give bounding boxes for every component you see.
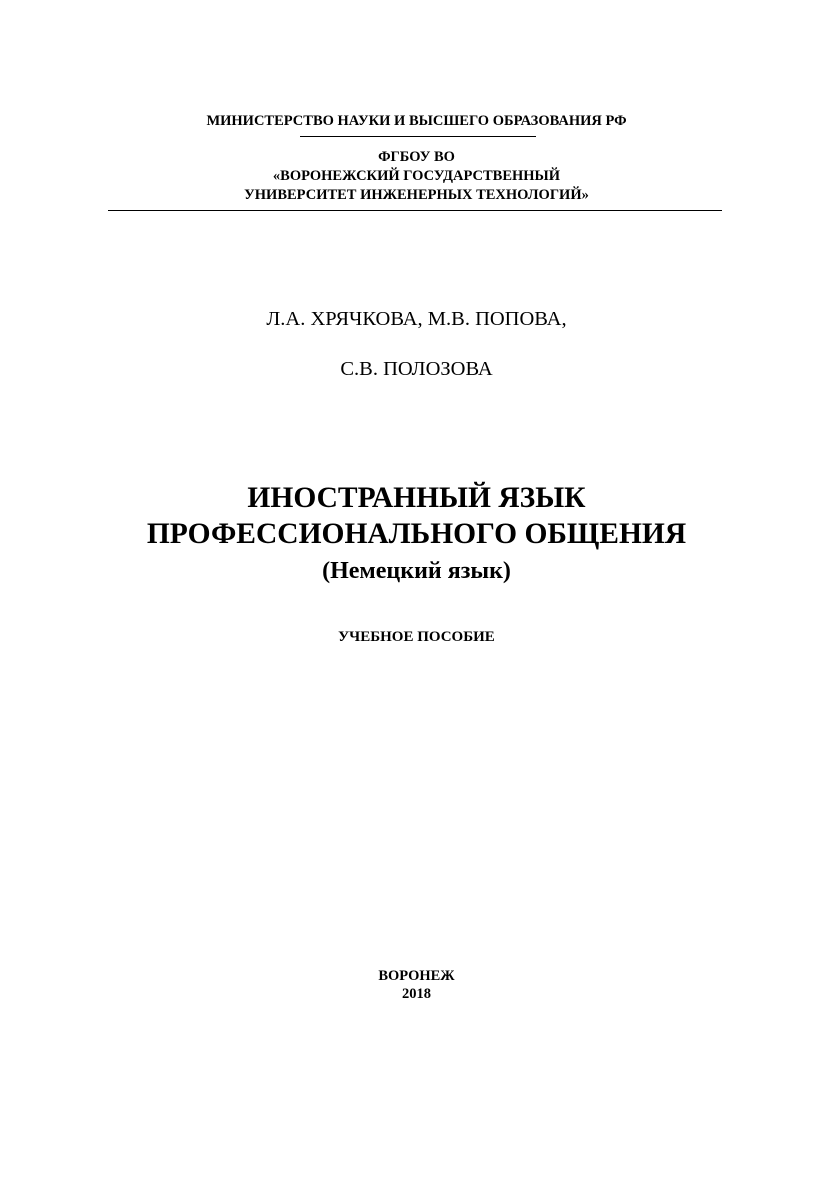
institution-line-1: ФГБОУ ВО — [378, 149, 455, 165]
ministry-name: МИНИСТЕРСТВО НАУКИ И ВЫСШЕГО ОБРАЗОВАНИЯ РФ — [206, 113, 627, 129]
authors-line-2: С.В. ПОЛОЗОВА — [340, 358, 493, 380]
book-subtitle: (Немецкий язык) — [322, 558, 511, 584]
institution-line-3: УНИВЕРСИТЕТ ИНЖЕНЕРНЫХ ТЕХНОЛОГИЙ» — [244, 187, 589, 203]
header-divider — [108, 210, 722, 211]
ministry-underline — [300, 136, 536, 137]
institution-line-2: «ВОРОНЕЖСКИЙ ГОСУДАРСТВЕННЫЙ — [272, 168, 561, 184]
imprint-city: ВОРОНЕЖ — [378, 968, 455, 984]
publication-type: УЧЕБНОЕ ПОСОБИЕ — [338, 629, 495, 645]
book-title-line-2: ПРОФЕССИОНАЛЬНОГО ОБЩЕНИЯ — [146, 518, 687, 550]
authors-line-1: Л.А. ХРЯЧКОВА, М.В. ПОПОВА, — [266, 308, 567, 330]
book-title-line-1: ИНОСТРАННЫЙ ЯЗЫК — [247, 482, 586, 514]
imprint-year: 2018 — [402, 986, 431, 1002]
